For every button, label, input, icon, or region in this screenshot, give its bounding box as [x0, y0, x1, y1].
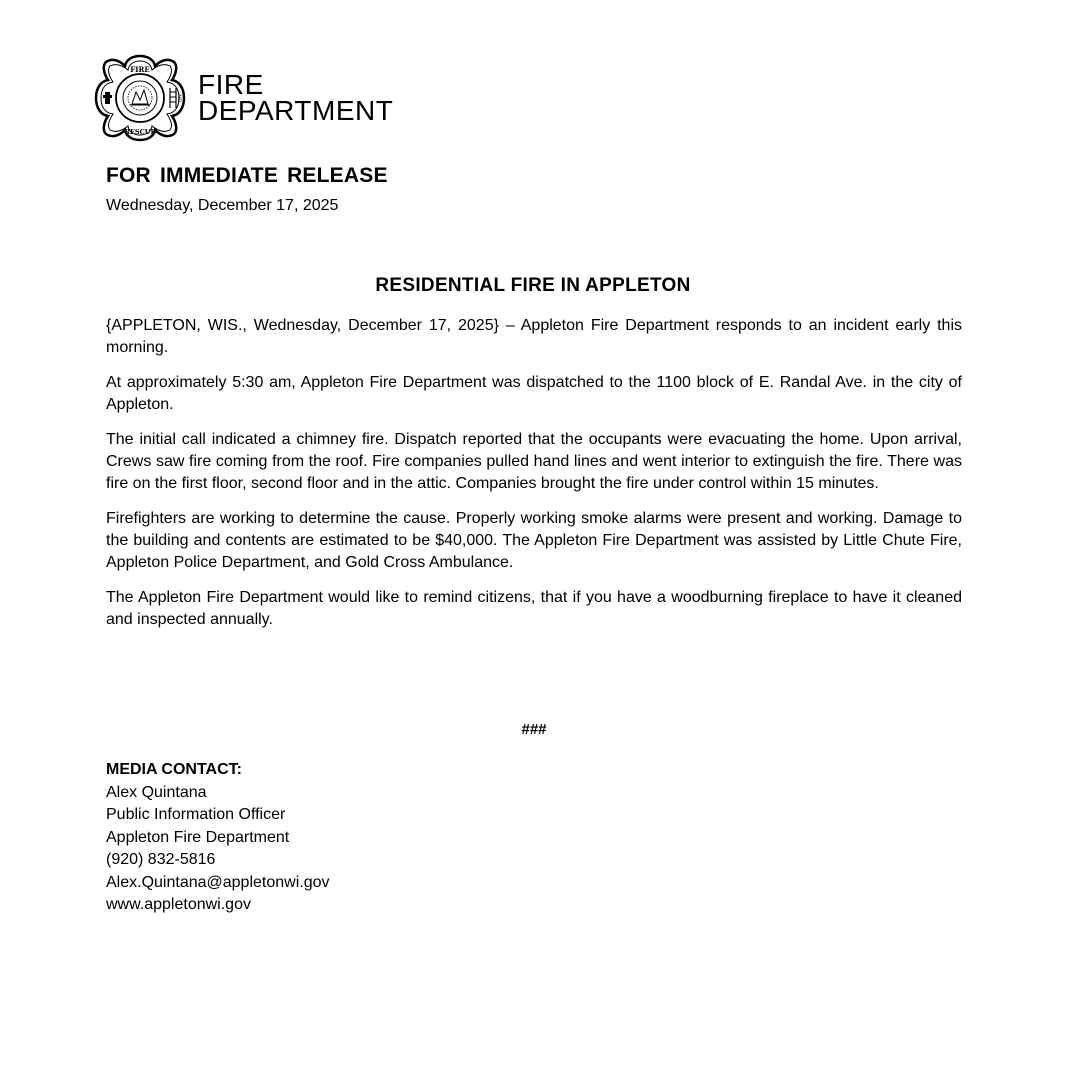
end-mark: ### [521, 721, 547, 738]
contact-title: Public Information Officer [106, 806, 286, 823]
letterhead [92, 52, 393, 144]
department-name-line-2: DEPARTMENT [198, 95, 394, 126]
paragraph-damage: Firefighters are working to determine the cause. Properly working smoke alarms were present and working. Damage to the building and contents are estimated to be $40,000. The Appleton Fire Department was assisted by Little Chute Fire, Appleton Police Department, and Gold Cross Ambulance. [106, 510, 962, 571]
department-name-line-1: FIRE [198, 69, 264, 100]
headline: RESIDENTIAL FIRE IN APPLETON [375, 275, 691, 296]
release-label: FOR IMMEDIATE RELEASE [106, 164, 388, 187]
contact-organization: Appleton Fire Department [106, 828, 290, 846]
maltese-cross-fire-emblem-icon [92, 52, 188, 144]
paragraph-reminder: The Appleton Fire Department would like to remind citizens, that if you have a woodburning fireplace to have it cleaned and inspected annually. [106, 589, 962, 628]
contact-website: www.appletonwi.gov [106, 896, 251, 913]
paragraph-response: The initial call indicated a chimney fire. Dispatch reported that the occupants were evacuating the home. Upon arrival, Crews saw fire coming from the roof. Fire companies pulled hand lines and went interior to extinguish the fire. There was fire on the first floor, second floor and in the attic. Companies brought the fire under control within 15 minutes. [106, 431, 962, 492]
emblem-bottom-text: RESCUE [124, 128, 156, 136]
contact-email: Alex.Quintana@appletonwi.gov [106, 873, 330, 891]
contact-name: Alex Quintana [106, 783, 207, 801]
paragraph-dateline: {APPLETON, WIS., Wednesday, December 17, 2025} – Appleton Fire Department responds to an incident early this morning. [106, 317, 962, 356]
media-contact [106, 759, 330, 917]
department-name [198, 69, 394, 126]
body-text [106, 315, 962, 644]
contact-phone: (920) 832-5816 [106, 851, 216, 868]
emblem-top-text: FIRE [130, 65, 150, 74]
media-contact-heading: MEDIA CONTACT: [106, 761, 242, 778]
release-date: Wednesday, December 17, 2025 [106, 197, 339, 214]
emblem-right-text: AFD [177, 93, 182, 103]
paragraph-dispatch: At approximately 5:30 am, Appleton Fire Department was dispatched to the 1100 block of E. Randal Ave. in the city of Appleton. [106, 374, 962, 413]
